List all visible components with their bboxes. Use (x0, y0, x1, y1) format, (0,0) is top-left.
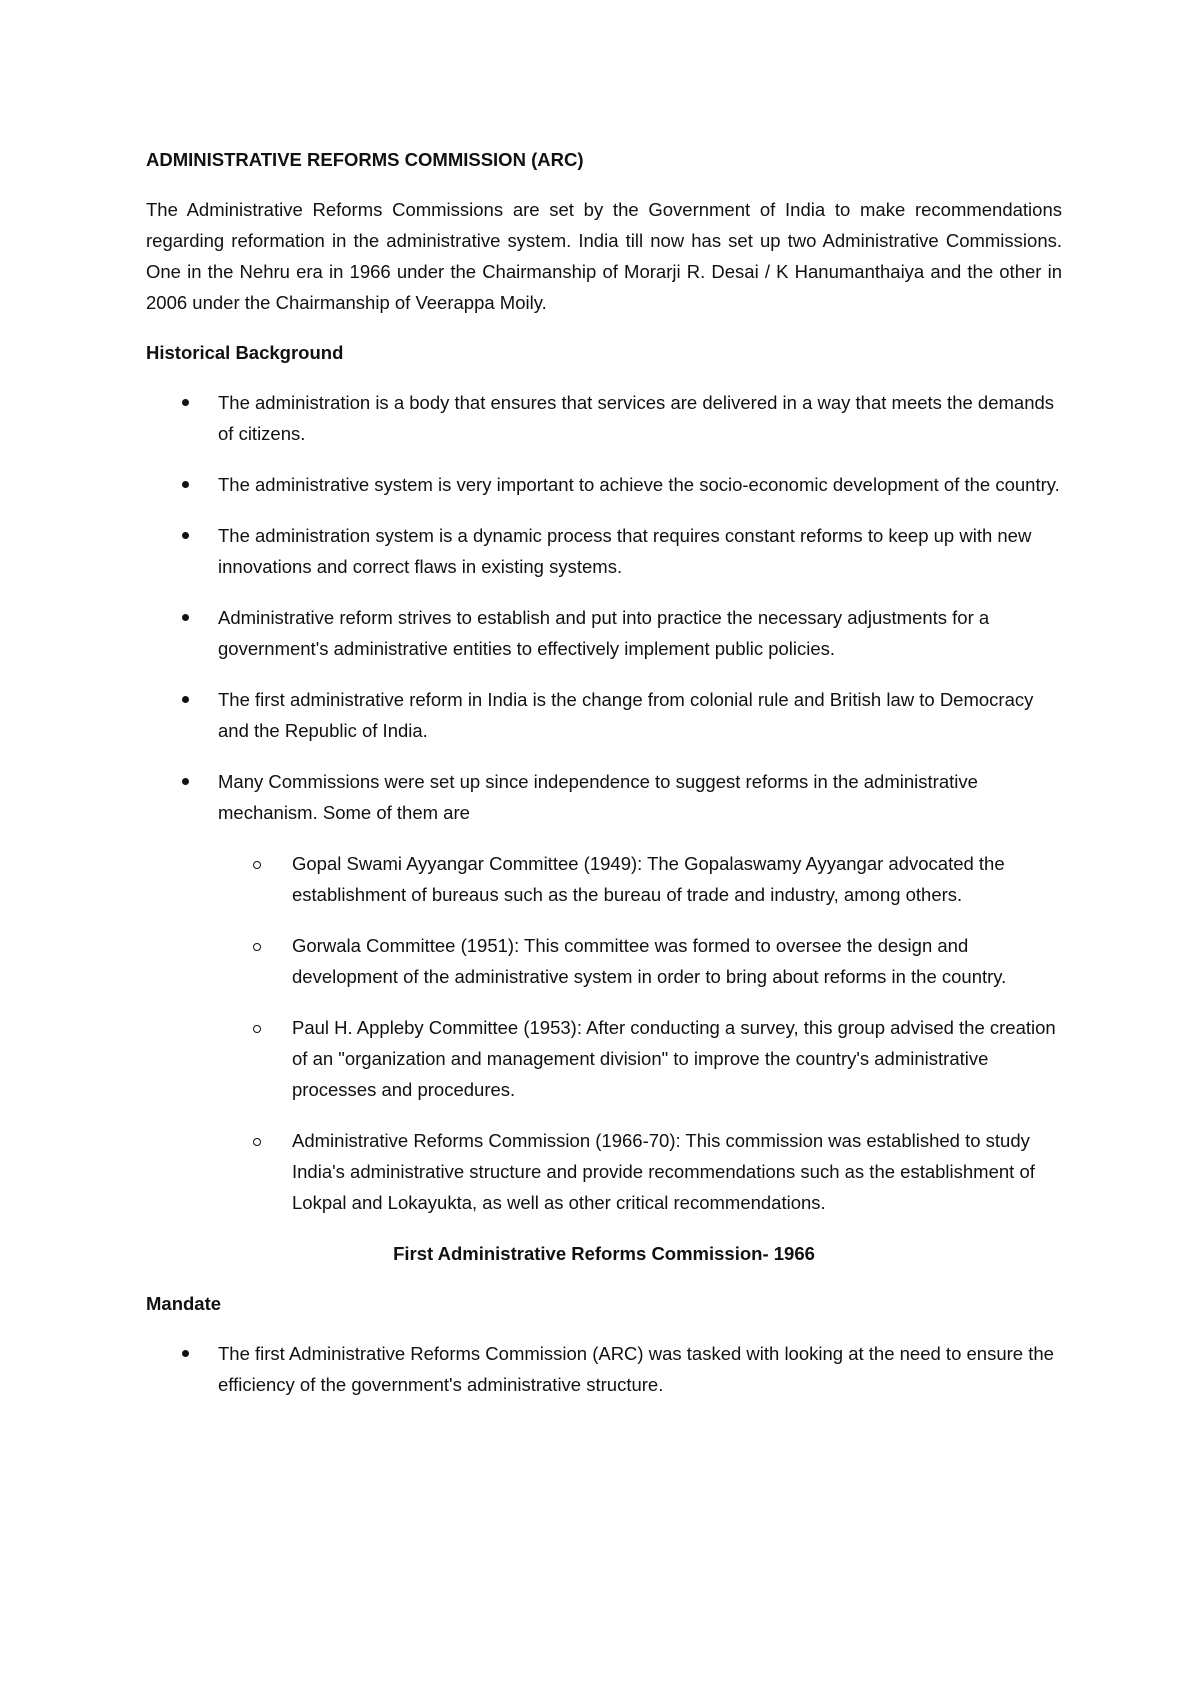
intro-paragraph: The Administrative Reforms Commissions are set by the Government of India to make recommendations regarding reformation in the administrative system. India till now has set up two Administrative Commissions. One in the Nehru era in 1966 under the Chairmanship of Morarji R. Desai / K Hanumanthaiya and the other in 2006 under the Chairmanship of Veerappa Moily. (146, 199, 1062, 313)
sub-list-item (218, 930, 1062, 992)
list-item-text: The first administrative reform in India is the change from colonial rule and British law to Democracy and the Republic of India. (218, 689, 1034, 741)
list-item-text: The administrative system is very important to achieve the socio-economic development of the country. (218, 474, 1060, 495)
hollow-bullet-icon (253, 1025, 261, 1033)
list-item-text: The first Administrative Reforms Commission (ARC) was tasked with looking at the need to ensure the efficiency of the government's administrative structure. (218, 1343, 1054, 1395)
list-item (146, 469, 1062, 500)
bullet-icon (182, 696, 189, 703)
list-item (146, 766, 1062, 1218)
bullet-icon (182, 778, 189, 785)
bullet-icon (182, 399, 189, 406)
document-title: ADMINISTRATIVE REFORMS COMMISSION (ARC) (146, 149, 584, 170)
commissions-sublist (218, 848, 1062, 1218)
mandate-list (146, 1338, 1062, 1400)
sub-list-item (218, 1125, 1062, 1218)
sub-list-item-text: Paul H. Appleby Committee (1953): After conducting a survey, this group advised the creation of an "organization and management division" to improve the country's administrative processes and procedures. (292, 1017, 1056, 1100)
list-item-text: The administration system is a dynamic process that requires constant reforms to keep up with new innovations and correct flaws in existing systems. (218, 525, 1032, 577)
bullet-icon (182, 1350, 189, 1357)
sub-list-item-text: Administrative Reforms Commission (1966-70): This commission was established to study India's administrative structure and provide recommendations such as the establishment of Lokpal and Lokayukta, as well as other critical recommendations. (292, 1130, 1035, 1213)
first-arc-heading: First Administrative Reforms Commission- 1966 (393, 1243, 815, 1264)
list-item (146, 387, 1062, 449)
sub-list-item (218, 1012, 1062, 1105)
list-item-text: Many Commissions were set up since independence to suggest reforms in the administrative mechanism. Some of them are (218, 771, 978, 823)
list-item (146, 1338, 1062, 1400)
sub-list-item (218, 848, 1062, 910)
mandate-heading: Mandate (146, 1293, 222, 1314)
hollow-bullet-icon (253, 861, 261, 869)
historical-background-heading: Historical Background (146, 342, 344, 363)
sub-list-item-text: Gorwala Committee (1951): This committee was formed to oversee the design and development of the administrative system in order to bring about reforms in the country. (292, 935, 1007, 987)
sub-list-item-text: Gopal Swami Ayyangar Committee (1949): The Gopalaswamy Ayyangar advocated the establishment of bureaus such as the bureau of trade and industry, among others. (292, 853, 1005, 905)
historical-background-list (146, 387, 1062, 1218)
list-item (146, 684, 1062, 746)
list-item-text: Administrative reform strives to establish and put into practice the necessary adjustments for a government's administrative entities to effectively implement public policies. (218, 607, 990, 659)
bullet-icon (182, 614, 189, 621)
bullet-icon (182, 481, 189, 488)
list-item (146, 602, 1062, 664)
hollow-bullet-icon (253, 943, 261, 951)
list-item (146, 520, 1062, 582)
bullet-icon (182, 532, 189, 539)
hollow-bullet-icon (253, 1138, 261, 1146)
list-item-text: The administration is a body that ensures that services are delivered in a way that meets the demands of citizens. (218, 392, 1055, 444)
document-body (146, 144, 1062, 1420)
